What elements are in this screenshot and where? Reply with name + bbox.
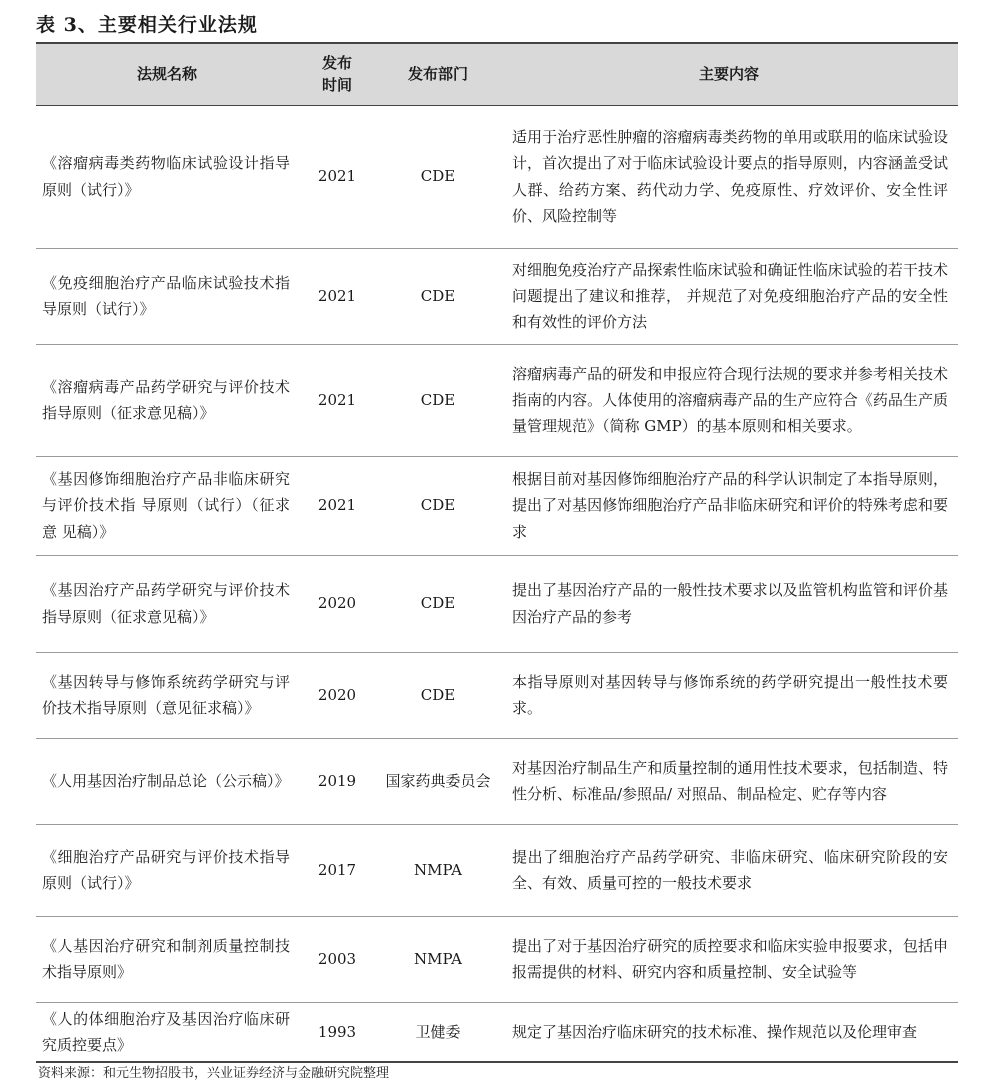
regulation-name: 《人基因治疗研究和制剂质量控制技术指导原则》: [36, 916, 298, 1002]
table-row: [36, 248, 958, 344]
main-content: 对基因治疗制品生产和质量控制的通用性技术要求，包括制造、特性分析、标准品/参照品/ 对照品、制品检定、贮存等内容: [500, 738, 958, 824]
table-body: [36, 105, 958, 1062]
main-content: 规定了基因治疗临床研究的技术标准、操作规范以及伦理审查: [500, 1002, 958, 1062]
main-content: 溶瘤病毒产品的研发和申报应符合现行法规的要求并参考相关技术指南的内容。人体使用的溶瘤病毒产品的生产应符合《药品生产质量管理规范》（简称 GMP）的基本原则和相关要求。: [500, 344, 958, 456]
table-row: [36, 738, 958, 824]
publish-dept: 卫健委: [376, 1002, 500, 1062]
regulation-name: 《人用基因治疗制品总论（公示稿）》: [36, 738, 298, 824]
publish-year: 2019: [298, 738, 376, 824]
header-time: 发布 时间: [298, 43, 376, 105]
header-dept: 发布部门: [376, 43, 500, 105]
table-row: [36, 456, 958, 555]
regulation-name: 《基因治疗产品药学研究与评价技术指导原则（征求意见稿）》: [36, 555, 298, 652]
regulation-name: 《细胞治疗产品研究与评价技术指导原则（试行）》: [36, 824, 298, 916]
regulation-name: 《人的体细胞治疗及基因治疗临床研究质控要点》: [36, 1002, 298, 1062]
table-row: [36, 344, 958, 456]
table-title: 表 3、主要相关行业法规: [36, 14, 258, 36]
regulation-name: 《溶瘤病毒产品药学研究与评价技术指导原则（征求意见稿）》: [36, 344, 298, 456]
publish-year: 2021: [298, 344, 376, 456]
publish-year: 2020: [298, 555, 376, 652]
main-content: 提出了细胞治疗产品药学研究、非临床研究、临床研究阶段的安全、有效、质量可控的一般技术要求: [500, 824, 958, 916]
main-content: 本指导原则对基因转导与修饰系统的药学研究提出一般性技术要求。: [500, 652, 958, 738]
main-content: 提出了基因治疗产品的一般性技术要求以及监管机构监管和评价基因治疗产品的参考: [500, 555, 958, 652]
table-row: [36, 824, 958, 916]
header-content: 主要内容: [500, 43, 958, 105]
publish-year: 1993: [298, 1002, 376, 1062]
publish-year: 2017: [298, 824, 376, 916]
regulations-table: [36, 42, 958, 1063]
source-note: 资料来源：和元生物招股书，兴业证券经济与金融研究院整理: [38, 1066, 390, 1081]
publish-dept: NMPA: [376, 916, 500, 1002]
publish-year: 2021: [298, 456, 376, 555]
main-content: 适用于治疗恶性肿瘤的溶瘤病毒类药物的单用或联用的临床试验设计，首次提出了对于临床试验设计要点的指导原则，内容涵盖受试人群、给药方案、药代动力学、免疫原性、疗效评价、安全性评价、风险控制等: [500, 105, 958, 248]
publish-dept: CDE: [376, 105, 500, 248]
table-row: [36, 555, 958, 652]
publish-year: 2021: [298, 248, 376, 344]
regulation-name: 《免疫细胞治疗产品临床试验技术指导原则（试行）》: [36, 248, 298, 344]
table-row: [36, 1002, 958, 1062]
header-name: 法规名称: [36, 43, 298, 105]
main-content: 提出了对于基因治疗研究的质控要求和临床实验申报要求，包括申报需提供的材料、研究内容和质量控制、安全试验等: [500, 916, 958, 1002]
publish-dept: CDE: [376, 456, 500, 555]
regulation-name: 《基因修饰细胞治疗产品非临床研究与评价技术指 导原则（试行）（征求意 见稿）》: [36, 456, 298, 555]
main-content: 对细胞免疫治疗产品探索性临床试验和确证性临床试验的若干技术问题提出了建议和推荐， 并规范了对免疫细胞治疗产品的安全性和有效性的评价方法: [500, 248, 958, 344]
publish-dept: CDE: [376, 652, 500, 738]
publish-dept: CDE: [376, 344, 500, 456]
publish-dept: NMPA: [376, 824, 500, 916]
regulation-name: 《溶瘤病毒类药物临床试验设计指导原则（试行）》: [36, 105, 298, 248]
regulation-name: 《基因转导与修饰系统药学研究与评价技术指导原则（意见征求稿）》: [36, 652, 298, 738]
publish-year: 2021: [298, 105, 376, 248]
publish-year: 2020: [298, 652, 376, 738]
main-content: 根据目前对基因修饰细胞治疗产品的科学认识制定了本指导原则，提出了对基因修饰细胞治疗产品非临床研究和评价的特殊考虑和要求: [500, 456, 958, 555]
publish-dept: 国家药典委员会: [376, 738, 500, 824]
publish-dept: CDE: [376, 555, 500, 652]
publish-dept: CDE: [376, 248, 500, 344]
table-header: [36, 43, 958, 105]
publish-year: 2003: [298, 916, 376, 1002]
table-row: [36, 916, 958, 1002]
table-row: [36, 652, 958, 738]
table-row: [36, 105, 958, 248]
